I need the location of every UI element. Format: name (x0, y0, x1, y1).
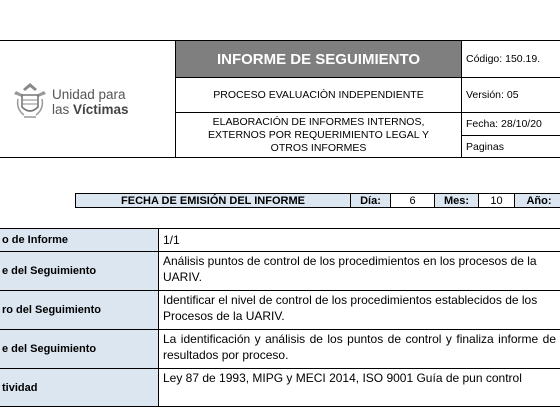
row-label-report-number: o de Informe (0, 228, 159, 251)
issue-date-label: FECHA DE EMISIÓN DEL INFORME (75, 193, 351, 208)
row-label-activity-criteria: tividad (0, 368, 159, 407)
document-date: Fecha: 28/10/20 (461, 112, 560, 136)
document-pages: Paginas (461, 135, 560, 158)
row-value-follow-up-name: Análisis puntos de control de los procedimientos en los procesos de la UARIV. (159, 251, 560, 290)
row-value-activity-criteria: Ley 87 de 1993, MIPG y MECI 2014, ISO 9001 Guía de pun control (159, 368, 560, 407)
logo-wordmark (52, 87, 129, 117)
document-code: Código: 150.19. (461, 40, 560, 78)
row-label-follow-up-objective: ro del Seguimiento (0, 290, 159, 329)
report-title: INFORME DE SEGUIMIENTO (175, 40, 462, 78)
colombia-coat-of-arms-logo (10, 79, 50, 121)
issue-day: 6 (390, 193, 435, 208)
document-name: ELABORACIÓN DE INFORMES INTERNOS, EXTERNOS POR REQUERIMIENTO LEGAL Y OTROS INFORMES (175, 112, 462, 158)
row-label-follow-up-name: e del Seguimiento (0, 251, 159, 290)
logo-line-1: Unidad para (52, 87, 126, 102)
row-value-follow-up-scope: La identificación y análisis de los puntos de control y finaliza informe de resultados por proceso. (159, 329, 560, 368)
document-version: Versión: 05 (461, 77, 560, 113)
process-name: PROCESO EVALUACIÒN INDEPENDIENTE (175, 77, 462, 113)
issue-year-label: Año: (514, 193, 560, 208)
logo-cell (0, 40, 176, 158)
row-value-follow-up-objective: Identificar el nivel de control de los procedimientos establecidos de los Procesos de la UARIV. (159, 290, 560, 329)
issue-month-label: Mes: (434, 193, 479, 208)
logo-line-2: las Víctimas (52, 102, 129, 117)
issue-month: 10 (478, 193, 515, 208)
row-label-follow-up-scope: e del Seguimiento (0, 329, 159, 368)
issue-day-label: Día: (350, 193, 391, 208)
row-value-report-number: 1/1 (159, 228, 560, 251)
